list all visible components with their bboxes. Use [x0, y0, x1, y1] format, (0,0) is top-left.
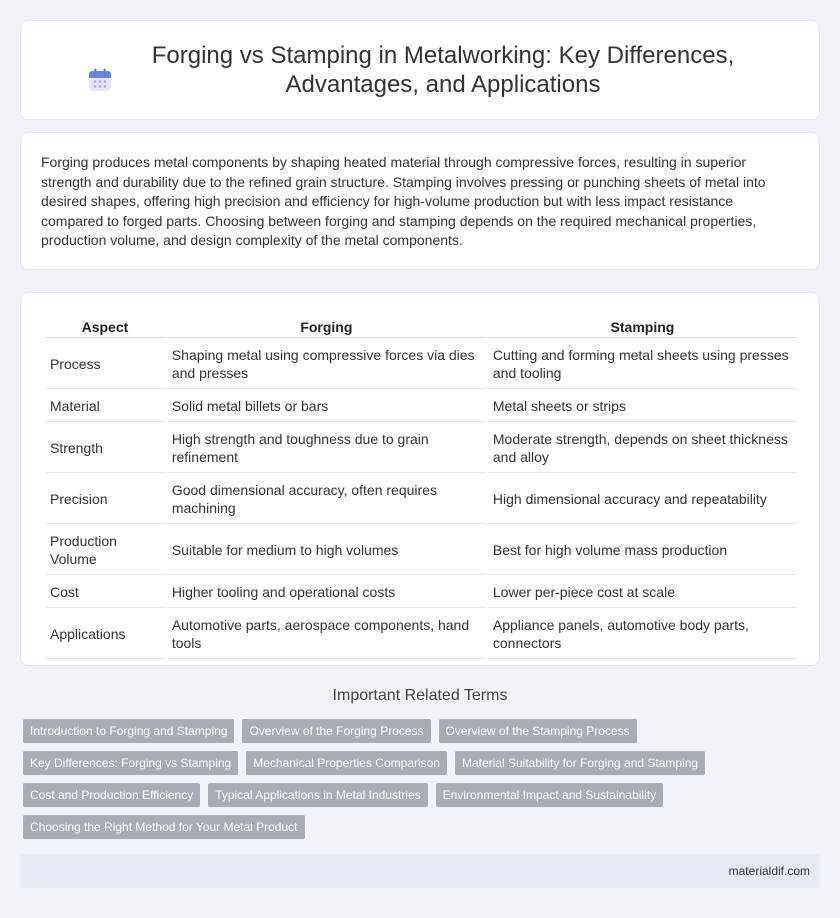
- cell-aspect: Material: [45, 391, 165, 422]
- cell-forging: High strength and toughness due to grain refinement: [167, 424, 486, 473]
- table-row: [45, 475, 797, 524]
- comparison-table: [43, 309, 799, 661]
- page-title: Forging vs Stamping in Metalworking: Key Differences, Advantages, and Applications: [151, 42, 735, 98]
- header-stamping: Stamping: [488, 311, 797, 338]
- cell-aspect: Process: [45, 340, 165, 389]
- cell-forging: Suitable for medium to high volumes: [167, 526, 486, 575]
- table-row: [45, 340, 797, 389]
- table-header-row: [45, 311, 797, 338]
- table-row: [45, 526, 797, 575]
- cell-forging: Shaping metal using compressive forces via dies and presses: [167, 340, 486, 389]
- intro-card: [20, 132, 820, 270]
- cell-aspect: Strength: [45, 424, 165, 473]
- related-term-tag[interactable]: Cost and Production Efficiency: [23, 783, 200, 807]
- cell-aspect: Precision: [45, 475, 165, 524]
- header-aspect: Aspect: [45, 311, 165, 338]
- footer: [20, 854, 820, 888]
- table-row: [45, 577, 797, 608]
- header-forging: Forging: [167, 311, 486, 338]
- cell-stamping: Metal sheets or strips: [488, 391, 797, 422]
- cell-stamping: Cutting and forming metal sheets using presses and tooling: [488, 340, 797, 389]
- related-term-tag[interactable]: Mechanical Properties Comparison: [246, 751, 447, 775]
- cell-forging: Good dimensional accuracy, often requires machining: [167, 475, 486, 524]
- table-row: [45, 424, 797, 473]
- related-term-tag[interactable]: Overview of the Forging Process: [242, 719, 430, 743]
- cell-aspect: Cost: [45, 577, 165, 608]
- related-terms-list: [23, 719, 823, 847]
- cell-forging: Automotive parts, aerospace components, hand tools: [167, 610, 486, 659]
- cell-forging: Solid metal billets or bars: [167, 391, 486, 422]
- calendar-icon: [87, 67, 113, 93]
- comparison-card: [20, 292, 820, 666]
- cell-stamping: Moderate strength, depends on sheet thickness and alloy: [488, 424, 797, 473]
- cell-stamping: Appliance panels, automotive body parts, connectors: [488, 610, 797, 659]
- related-term-tag[interactable]: Overview of the Stamping Process: [439, 719, 637, 743]
- related-term-tag[interactable]: Environmental Impact and Sustainability: [436, 783, 663, 807]
- footer-site-name[interactable]: materialdif.com: [728, 864, 810, 878]
- related-terms-title: Important Related Terms: [332, 687, 508, 704]
- cell-stamping: High dimensional accuracy and repeatability: [488, 475, 797, 524]
- related-term-tag[interactable]: Key Differences: Forging vs Stamping: [23, 751, 238, 775]
- cell-stamping: Best for high volume mass production: [488, 526, 797, 575]
- cell-forging: Higher tooling and operational costs: [167, 577, 486, 608]
- cell-aspect: Production Volume: [45, 526, 165, 575]
- related-term-tag[interactable]: Typical Applications in Metal Industries: [208, 783, 427, 807]
- related-term-tag[interactable]: Choosing the Right Method for Your Metal Product: [23, 815, 305, 839]
- intro-paragraph: Forging produces metal components by shaping heated material through compressive forces, resulting in superior strength and durability due to the refined grain structure. Stamping involves pressing or punching sheets of metal into desired shapes, offering high precision and efficiency for high-volume production but with less impact resistance compared to forged parts. Choosing between forging and stamping depends on the required mechanical properties, production volume, and design complexity of the metal components.: [41, 154, 766, 248]
- related-term-tag[interactable]: Material Suitability for Forging and Stamping: [455, 751, 705, 775]
- title-wrap: [87, 41, 753, 99]
- related-term-tag[interactable]: Introduction to Forging and Stamping: [23, 719, 234, 743]
- title-card: [20, 20, 820, 120]
- cell-aspect: Applications: [45, 610, 165, 659]
- table-row: [45, 391, 797, 422]
- cell-stamping: Lower per-piece cost at scale: [488, 577, 797, 608]
- table-row: [45, 610, 797, 659]
